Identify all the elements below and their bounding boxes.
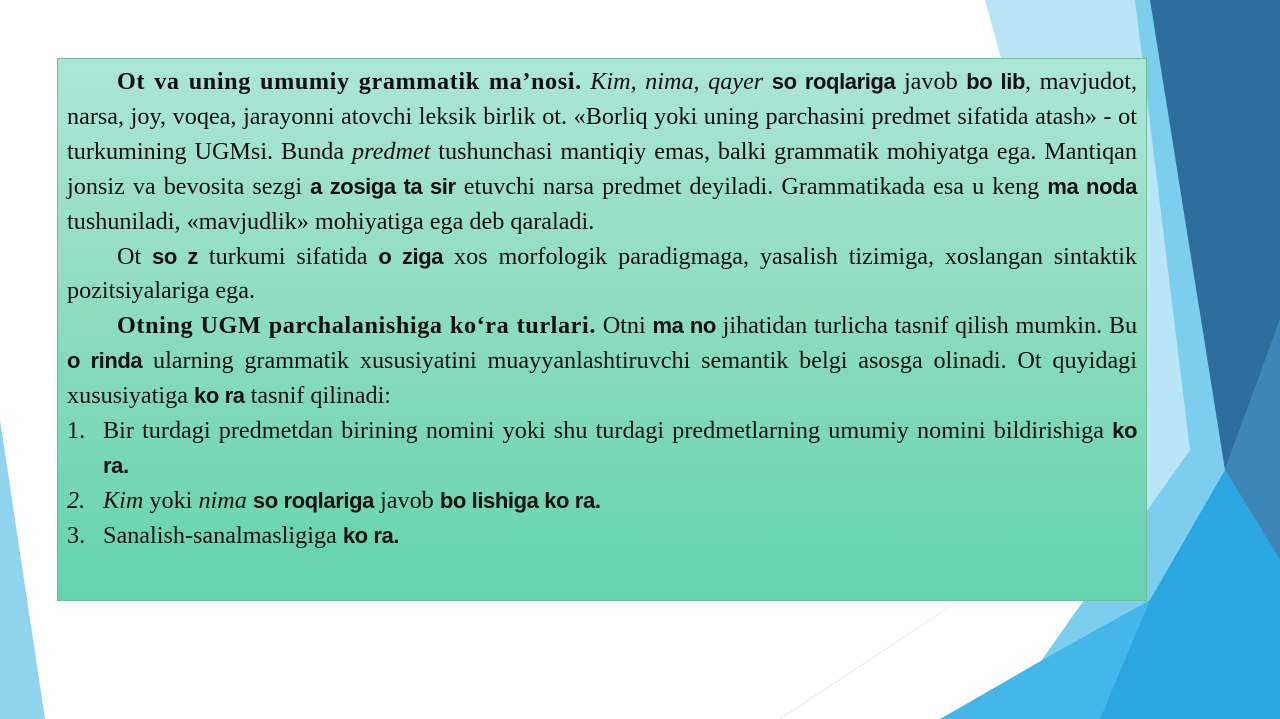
sans-word: so roqlariga (252, 487, 374, 513)
text-run: etuvchi narsa predmet deyiladi. Grammatikada esa u keng (463, 172, 1040, 200)
sans-word: o ziga (378, 243, 444, 269)
text-run: Otni (602, 312, 646, 340)
text-run: ularning grammatik xususiyatini muayyanlashtiruvchi semantik belgi asosga olinadi. Ot quyidagi xususiyatiga (67, 347, 1137, 410)
list-number: 2. (67, 486, 86, 514)
list-item (67, 414, 1137, 484)
thin-diagonal-line (780, 600, 960, 719)
heading-ot-meaning: Ot va uning umumiy grammatik ma’nosi. (117, 68, 582, 95)
italic-text: Kim, nima, qayer (590, 68, 764, 95)
sans-word: so roqlariga (771, 69, 896, 94)
text-run: Bir turdagi predmetdan birining nomini yoki shu turdagi predmetlarning umumiy nomini bildirishiga (103, 417, 1104, 445)
sans-word: bo lishiga ko ra (439, 487, 595, 513)
sans-word: a zosiga ta sir (310, 173, 456, 199)
sans-word: o rinda (67, 348, 143, 374)
classification-list (67, 414, 1137, 554)
text-run: turkumi sifatida (208, 242, 368, 270)
sans-word: ko ra (193, 383, 245, 409)
paragraph-definition (67, 65, 1137, 240)
text-run: tushunchasi mantiqiy emas, balki grammatik mohiyatga ega. Mantiqan jonsiz va bevosita sezgi (67, 137, 1137, 200)
list-number: 1. (67, 417, 86, 445)
text-run: Sanalish-sanalmasligiga (103, 521, 337, 549)
text-run: javob (380, 486, 434, 514)
left-stripe-decoration (0, 420, 45, 719)
text-run: javob (903, 68, 958, 95)
text-run: yoki (149, 486, 193, 514)
list-item (67, 484, 1137, 519)
list-number: 3. (67, 521, 86, 549)
italic-text: Kim (103, 486, 144, 514)
italic-text: nima (198, 486, 247, 514)
text-run: xos morfologik paradigmaga, yasalish tizimiga, xoslangan sintaktik pozitsiyalariga ega. (67, 242, 1138, 305)
text-run: tasnif qilinadi: (250, 382, 392, 410)
content-textbox (57, 58, 1147, 601)
paragraph-types (67, 309, 1137, 414)
paragraph-word-class (67, 240, 1137, 310)
sans-word: ma noda (1047, 173, 1137, 199)
punctuation: . (123, 452, 129, 478)
text-run: jihatidan turlicha tasnif qilish mumkin. Bu (722, 312, 1138, 340)
text-run: , mavjudot, narsa, joy, voqea, jarayonni atovchi leksik birlik ot. «Borliq yoki uning parchasini predmet sifatida atash» - ot turkumining UGMsi. Bunda (67, 68, 1137, 165)
sans-word: ko ra (103, 418, 1137, 478)
sans-word: so z (152, 243, 199, 269)
sans-word: ma no (652, 313, 716, 339)
text-run: tushuniladi, «mavjudlik» mohiyatiga ega deb qaraladi. (67, 207, 595, 235)
punctuation: . (393, 522, 400, 548)
sans-word: ko ra (342, 522, 394, 548)
heading-types: Otning UGM parchalanishiga ko‘ra turlari. (117, 312, 596, 340)
punctuation: . (594, 487, 601, 513)
text-run: Ot (117, 242, 142, 270)
sans-word: bo lib (966, 69, 1025, 94)
italic-text: predmet (352, 137, 431, 165)
list-item (67, 519, 1137, 554)
